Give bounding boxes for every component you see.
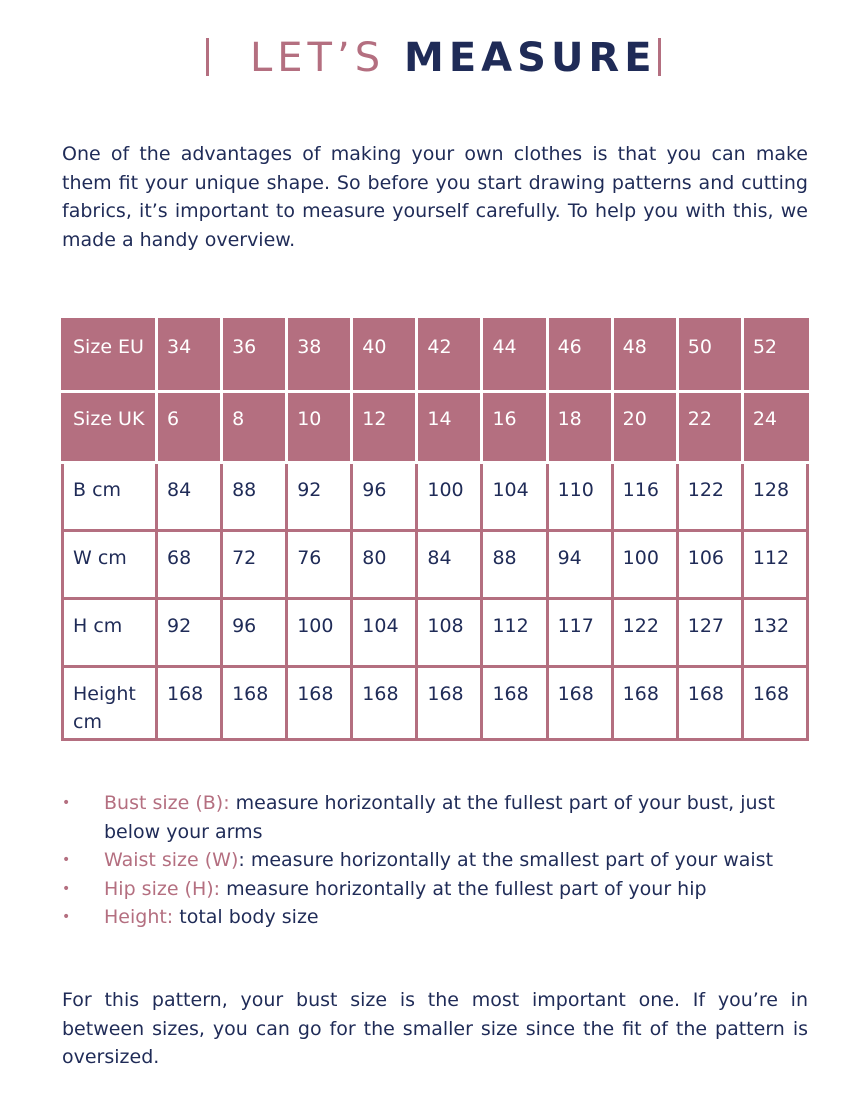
table-row <box>63 667 808 740</box>
table-cell: 168 <box>287 667 352 740</box>
table-row <box>63 599 808 667</box>
row-label: W cm <box>63 531 157 599</box>
intro-paragraph: One of the advantages of making your own clothes is that you can make them fit your unique shape. So before you start drawing patterns and cutting fabrics, it’s important to measure yourself carefully. To help you with this, we made a handy overview. <box>62 143 808 251</box>
table-cell: 168 <box>157 667 222 740</box>
table-cell: 76 <box>287 531 352 599</box>
table-cell: 117 <box>547 599 612 667</box>
table-cell: 84 <box>157 463 222 531</box>
table-cell: 42 <box>417 320 482 392</box>
table-cell: 72 <box>222 531 287 599</box>
table-cell: 112 <box>742 531 807 599</box>
row-label: Height cm <box>63 667 157 740</box>
table-cell: 24 <box>742 392 807 463</box>
table-cell: 88 <box>482 531 547 599</box>
page-title <box>250 30 657 86</box>
title-lets: LET’S <box>250 35 386 81</box>
row-label: B cm <box>63 463 157 531</box>
definition-list <box>62 789 822 932</box>
row-label: Size UK <box>63 392 157 463</box>
definition-text: total body size <box>173 906 319 928</box>
table-cell: 38 <box>287 320 352 392</box>
definition-text: : measure horizontally at the smallest part of your waist <box>238 849 774 871</box>
table-cell: 168 <box>612 667 677 740</box>
table-cell: 168 <box>222 667 287 740</box>
definition-term: Height: <box>104 906 174 928</box>
row-label: Size EU <box>63 320 157 392</box>
sizing-note: For this pattern, your bust size is the most important one. If you’re in between sizes, you can go for the smaller size since the fit of the pattern is oversized. <box>62 989 808 1068</box>
table-row <box>63 531 808 599</box>
table-cell: 92 <box>157 599 222 667</box>
table-cell: 100 <box>287 599 352 667</box>
table-cell: 168 <box>742 667 807 740</box>
table-cell: 40 <box>352 320 417 392</box>
table-cell: 92 <box>287 463 352 531</box>
table-cell: 46 <box>547 320 612 392</box>
table-cell: 68 <box>157 531 222 599</box>
table-cell: 168 <box>547 667 612 740</box>
table-cell: 108 <box>417 599 482 667</box>
table-cell: 96 <box>222 599 287 667</box>
table-cell: 10 <box>287 392 352 463</box>
table-row <box>63 320 808 392</box>
table-cell: 104 <box>482 463 547 531</box>
table-cell: 168 <box>417 667 482 740</box>
table-row <box>63 463 808 531</box>
table-cell: 96 <box>352 463 417 531</box>
table-cell: 116 <box>612 463 677 531</box>
table-cell: 100 <box>612 531 677 599</box>
table-cell: 6 <box>157 392 222 463</box>
size-table <box>61 318 809 741</box>
table-cell: 168 <box>482 667 547 740</box>
table-cell: 18 <box>547 392 612 463</box>
definition-term: Waist size (W) <box>104 849 239 871</box>
definition-text: measure horizontally at the fullest part of your hip <box>220 877 707 900</box>
definition-item-bust <box>62 789 822 846</box>
table-cell: 34 <box>157 320 222 392</box>
table-cell: 8 <box>222 392 287 463</box>
table-cell: 100 <box>417 463 482 531</box>
table-cell: 22 <box>677 392 742 463</box>
table-cell: 12 <box>352 392 417 463</box>
definition-item-waist <box>62 846 822 875</box>
row-label: H cm <box>63 599 157 667</box>
table-cell: 52 <box>742 320 807 392</box>
table-cell: 122 <box>612 599 677 667</box>
definition-item-hip <box>62 875 822 904</box>
table-cell: 122 <box>677 463 742 531</box>
definition-term: Bust size (B): <box>104 792 230 814</box>
table-cell: 50 <box>677 320 742 392</box>
table-cell: 132 <box>742 599 807 667</box>
table-cell: 168 <box>677 667 742 740</box>
table-cell: 20 <box>612 392 677 463</box>
table-cell: 88 <box>222 463 287 531</box>
table-row <box>63 392 808 463</box>
table-cell: 84 <box>417 531 482 599</box>
definition-item-height <box>62 903 822 932</box>
table-cell: 94 <box>547 531 612 599</box>
table-cell: 48 <box>612 320 677 392</box>
definition-term: Hip size (H): <box>104 877 221 900</box>
definition-text: measure horizontally at the fullest part of your bust, just below your arms <box>104 792 775 843</box>
table-cell: 104 <box>352 599 417 667</box>
title-divider-left <box>206 38 209 76</box>
table-cell: 168 <box>352 667 417 740</box>
title-row <box>0 28 860 88</box>
table-cell: 106 <box>677 531 742 599</box>
table-cell: 112 <box>482 599 547 667</box>
table-cell: 14 <box>417 392 482 463</box>
table-cell: 127 <box>677 599 742 667</box>
title-measure: MEASURE <box>404 35 657 81</box>
table-cell: 80 <box>352 531 417 599</box>
table-cell: 44 <box>482 320 547 392</box>
table-cell: 128 <box>742 463 807 531</box>
table-cell: 110 <box>547 463 612 531</box>
table-cell: 36 <box>222 320 287 392</box>
table-cell: 16 <box>482 392 547 463</box>
title-divider-right <box>658 38 661 76</box>
